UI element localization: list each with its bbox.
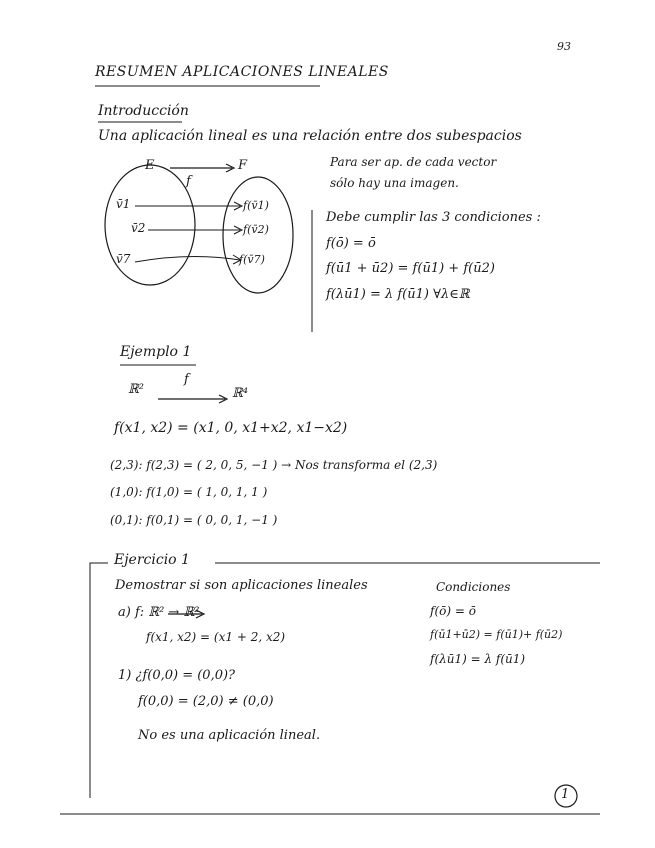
condition-2: f(ū1 + ū2) = f(ū1) + f(ū2) bbox=[326, 261, 495, 276]
exercise-check-question: 1) ¿f(0,0) = (0,0)? bbox=[118, 668, 236, 683]
exercise-heading: Ejercicio 1 bbox=[114, 552, 190, 568]
image-7: f(v̄7) bbox=[239, 253, 265, 266]
set-f-label: F bbox=[238, 158, 248, 173]
intro-definition: Una aplicación lineal es una relación entre dos subespacios bbox=[98, 128, 522, 144]
exercise-conditions-title: Condiciones bbox=[436, 580, 511, 594]
exercise-check-result: f(0,0) = (2,0) ≠ (0,0) bbox=[138, 694, 274, 709]
exercise-statement: Demostrar si son aplicaciones lineales bbox=[115, 578, 368, 593]
intro-note-line-1: Para ser ap. de cada vector bbox=[330, 155, 497, 169]
example-map-label: f bbox=[184, 372, 189, 387]
condition-3: f(λū1) = λ f(ū1) ∀λ∈ℝ bbox=[326, 287, 470, 302]
example-eval-2: (1,0): f(1,0) = ( 1, 0, 1, 1 ) bbox=[110, 485, 268, 499]
example-heading: Ejemplo 1 bbox=[120, 344, 192, 360]
condition-1: f(ō) = ō bbox=[326, 236, 376, 251]
vector-2: v̄2 bbox=[131, 221, 146, 235]
exercise-conclusion: No es una aplicación lineal. bbox=[138, 728, 321, 743]
exercise-part-a-definition: f(x1, x2) = (x1 + 2, x2) bbox=[146, 630, 286, 644]
example-domain: ℝ² bbox=[128, 382, 145, 397]
page-number: 93 bbox=[557, 40, 571, 53]
example-eval-3: (0,1): f(0,1) = ( 0, 0, 1, −1 ) bbox=[110, 513, 278, 527]
example-codomain: ℝ⁴ bbox=[232, 386, 249, 401]
page-title: RESUMEN APLICACIONES LINEALES bbox=[95, 64, 389, 80]
conditions-intro: Debe cumplir las 3 condiciones : bbox=[326, 210, 541, 225]
exercise-box-left bbox=[90, 563, 108, 798]
vector-1: v̄1 bbox=[116, 197, 131, 211]
footer-page-number: 1 bbox=[561, 787, 570, 802]
exercise-condition-2: f(ū1+ū2) = f(ū1)+ f(ū2) bbox=[430, 628, 563, 641]
vector-7: v̄7 bbox=[116, 252, 131, 266]
example-definition: f(x1, x2) = (x1, 0, x1+x2, x1−x2) bbox=[114, 420, 348, 436]
exercise-condition-1: f(ō) = ō bbox=[430, 604, 476, 618]
map-label: f bbox=[186, 174, 191, 189]
intro-note-line-2: sólo hay una imagen. bbox=[330, 176, 459, 190]
exercise-condition-3: f(λū1) = λ f(ū1) bbox=[430, 652, 526, 666]
image-2: f(v̄2) bbox=[243, 223, 269, 236]
exercise-part-a: a) f: ℝ² → ℝ² bbox=[118, 605, 200, 620]
intro-heading: Introducción bbox=[98, 103, 189, 119]
example-eval-1: (2,3): f(2,3) = ( 2, 0, 5, −1 ) → Nos transforma el (2,3) bbox=[110, 458, 438, 472]
set-e-oval bbox=[105, 165, 195, 285]
set-e-label: E bbox=[145, 158, 155, 173]
image-1: f(v̄1) bbox=[243, 199, 269, 212]
